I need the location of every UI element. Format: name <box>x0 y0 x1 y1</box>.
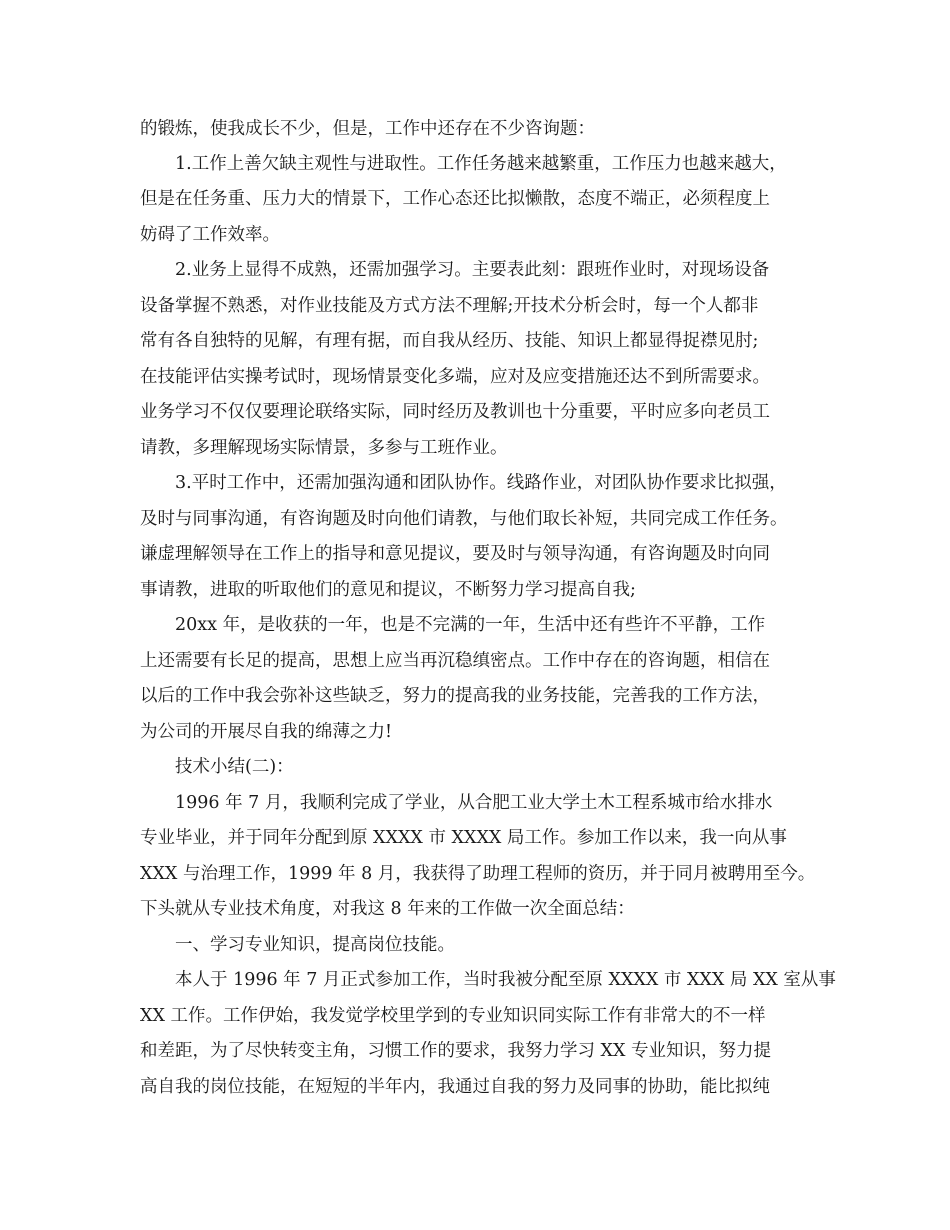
text-line: 但是在任务重、压力大的情景下，工作心态还比拟懒散，态度不端正，必须程度上 <box>140 189 770 209</box>
text-line: 下头就从专业技术角度，对我这 8 年来的工作做一次全面总结： <box>140 899 635 919</box>
text-line: 谦虚理解领导在工作上的指导和意见提议，要及时与领导沟通，有咨询题及时向同 <box>140 544 770 564</box>
text-line: 请教，多理解现场实际情景，多参与工班作业。 <box>140 438 508 458</box>
text-line: 以后的工作中我会弥补这些缺乏，努力的提高我的业务技能，完善我的工作方法， <box>140 686 770 706</box>
text-line: 3.平时工作中，还需加强沟通和团队协作。线路作业，对团队协作要求比拟强， <box>175 473 787 493</box>
text-line: 为公司的开展尽自我的绵薄之力! <box>140 722 393 742</box>
text-line: 妨碍了工作效率。 <box>140 225 280 245</box>
text-line: 的锻炼，使我成长不少，但是，工作中还存在不少咨询题： <box>140 119 595 139</box>
text-line: 20xx 年，是收获的一年，也是不完满的一年，生活中还有些许不平静，工作 <box>175 615 766 635</box>
text-line: 在技能评估实操考试时，现场情景变化多端，应对及应变措施还达不到所需要求。 <box>140 367 770 387</box>
text-line: 事请教，进取的听取他们的意见和提议，不断努力学习提高自我; <box>140 580 636 600</box>
text-line: 业务学习不仅仅要理论联络实际，同时经历及教训也十分重要，平时应多向老员工 <box>140 402 770 422</box>
section-heading: 技术小结(二)： <box>175 757 294 777</box>
text-line: 上还需要有长足的提高，思想上应当再沉稳缜密点。工作中存在的咨询题，相信在 <box>140 651 770 671</box>
text-line: 设备掌握不熟悉，对作业技能及方式方法不理解;开技术分析会时，每一个人都非 <box>140 296 759 316</box>
text-line: 及时与同事沟通，有咨询题及时向他们请教，与他们取长补短，共同完成工作任务。 <box>140 509 788 529</box>
text-line: 本人于 1996 年 7 月正式参加工作，当时我被分配至原 XXXX 市 XXX 局 XX 室从事 <box>175 970 836 990</box>
text-line: 和差距，为了尽快转变主角，习惯工作的要求，我努力学习 XX 专业知识，努力提 <box>140 1041 772 1061</box>
text-line: 1.工作上善欠缺主观性与进取性。工作任务越来越繁重，工作压力也越来越大， <box>175 154 787 174</box>
subsection-heading: 一、学习专业知识，提高岗位技能。 <box>175 935 455 955</box>
text-line: XX 工作。工作伊始，我发觉学校里学到的专业知识同实际工作有非常大的不一样 <box>140 1006 766 1026</box>
text-line: XXX 与治理工作，1999 年 8 月，我获得了助理工程师的资历，并于同月被聘用至今。 <box>140 864 816 884</box>
text-line: 2.业务上显得不成熟，还需加强学习。主要表此刻：跟班作业时，对现场设备 <box>175 260 770 280</box>
text-line: 专业毕业，并于同年分配到原 XXXX 市 XXXX 局工作。参加工作以来，我一向从事 <box>140 828 787 848</box>
text-line: 常有各自独特的见解，有理有据，而自我从经历、技能、知识上都显得捉襟见肘; <box>140 331 759 351</box>
text-line: 1996 年 7 月，我顺利完成了学业，从合肥工业大学土木工程系城市给水排水 <box>175 793 773 813</box>
text-line: 高自我的岗位技能，在短短的半年内，我通过自我的努力及同事的协助，能比拟纯 <box>140 1077 770 1097</box>
